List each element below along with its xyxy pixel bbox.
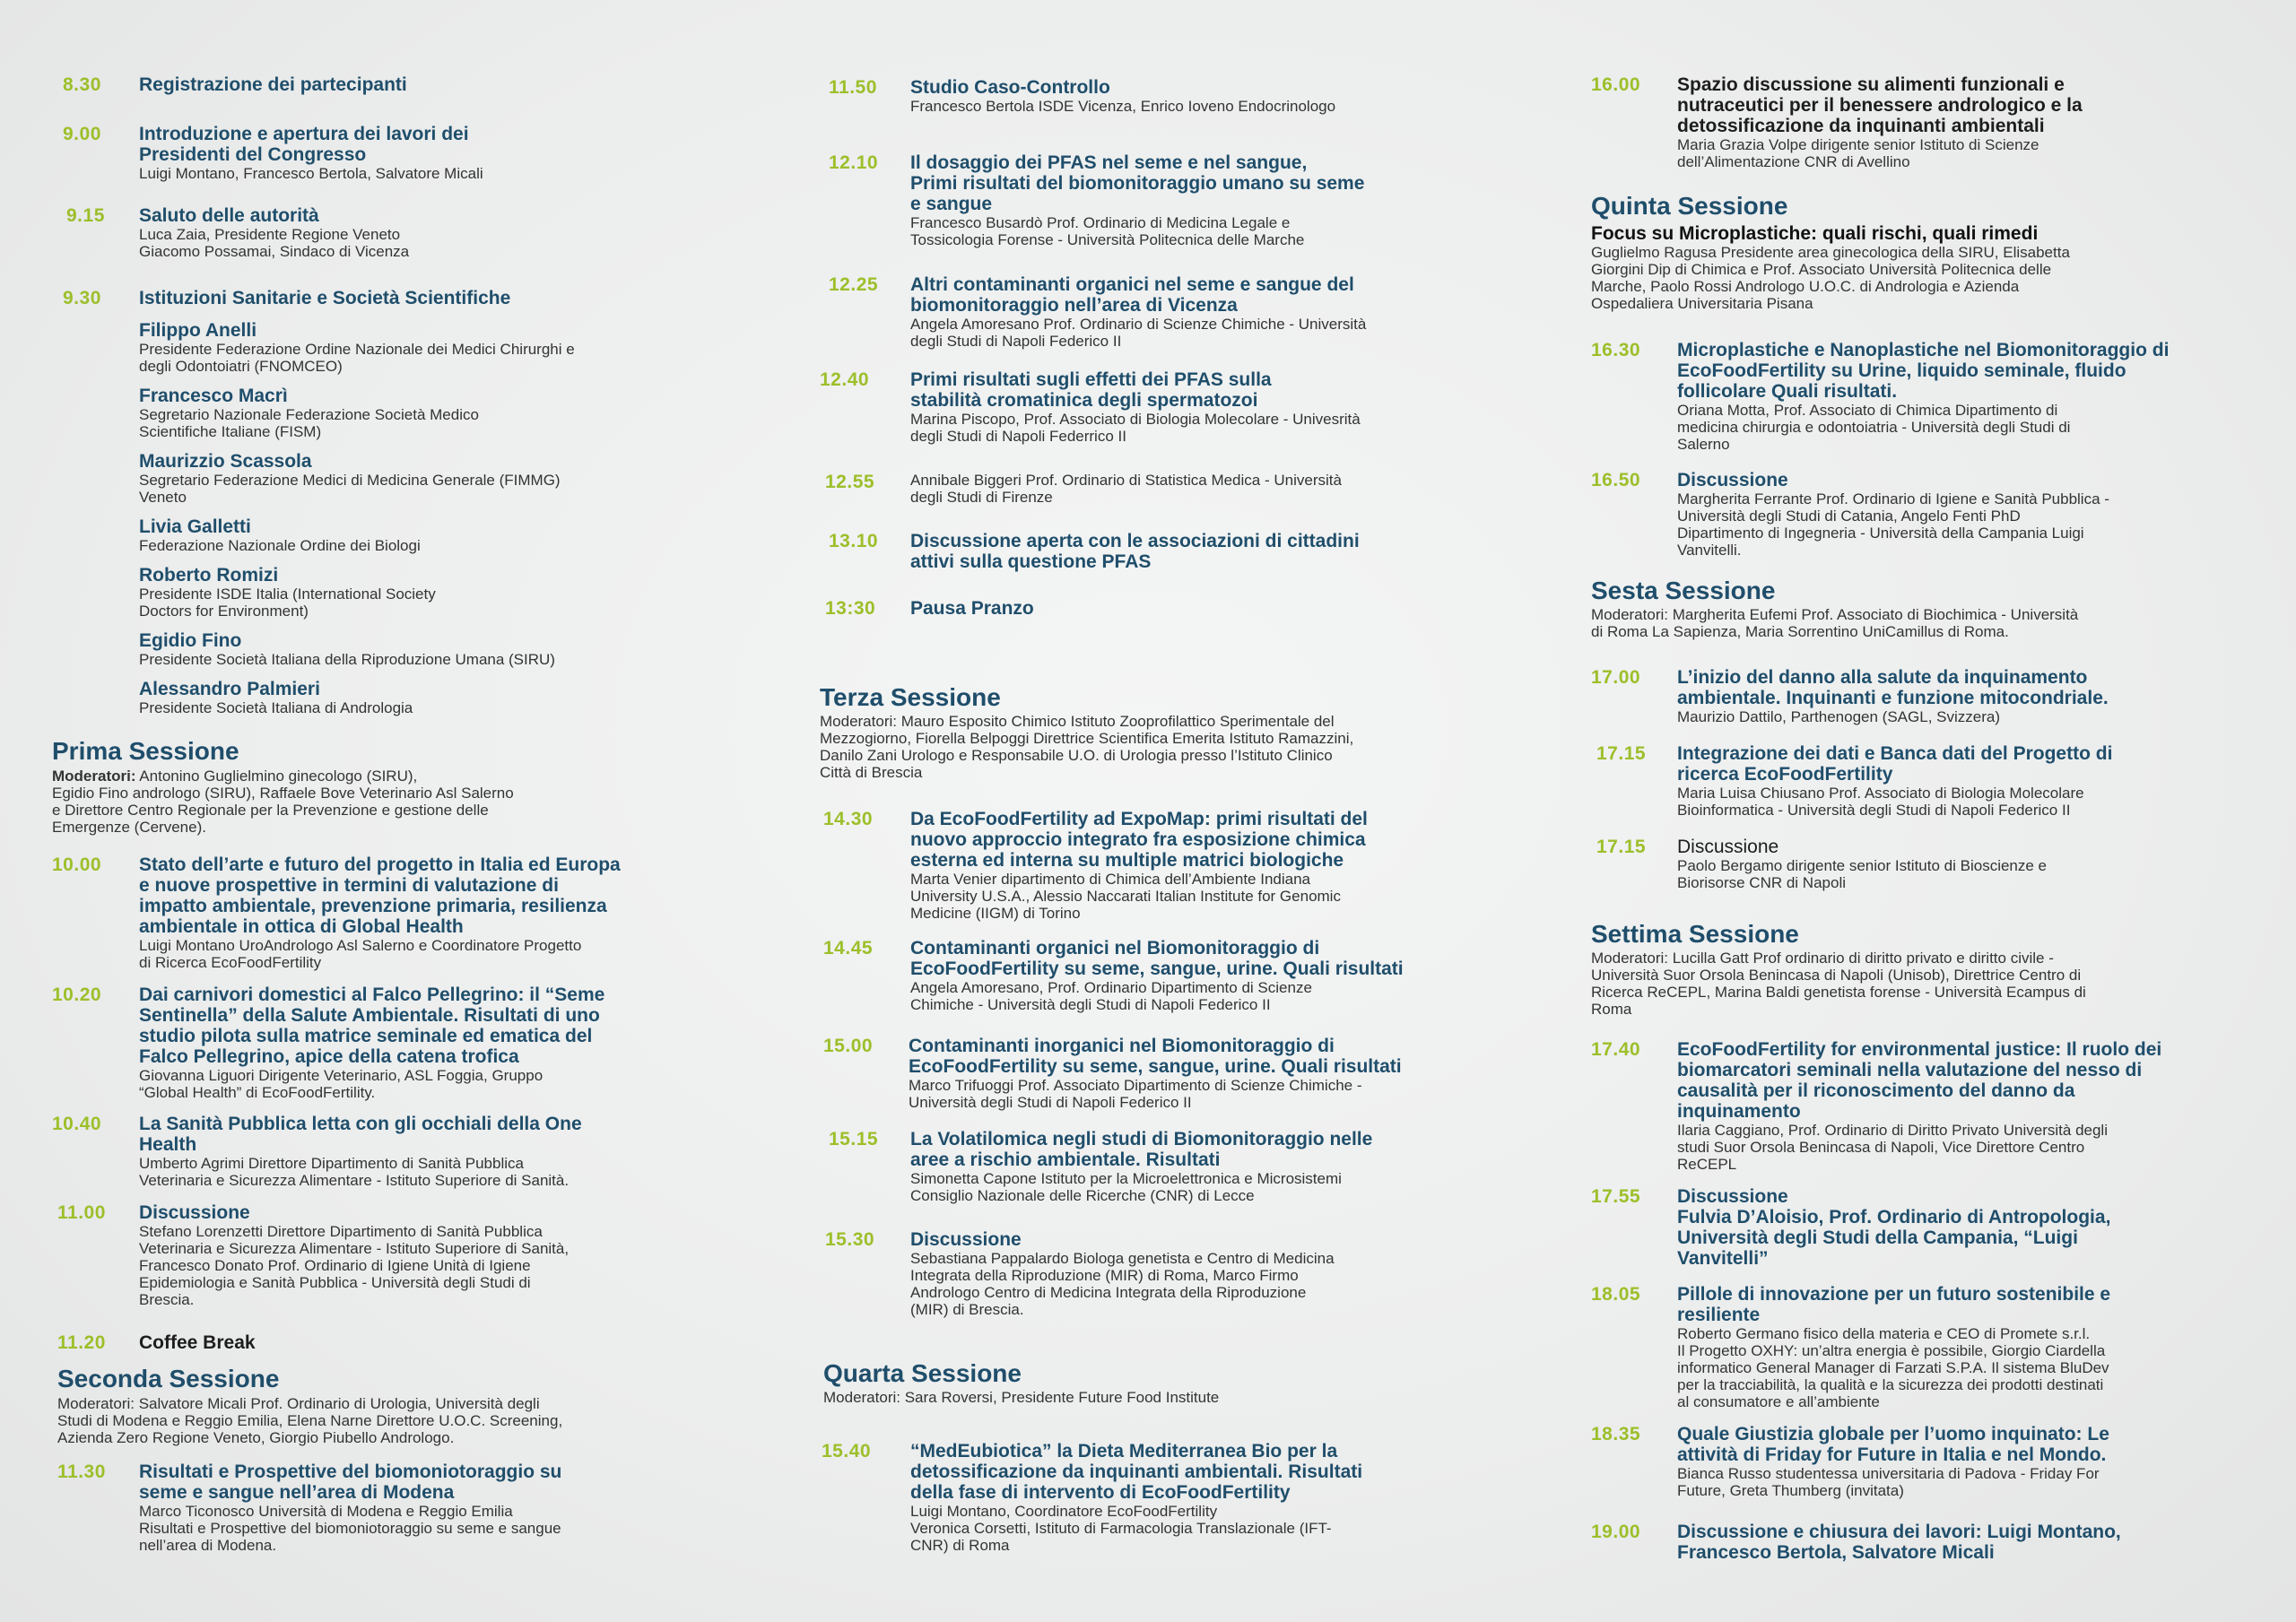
- item-desc: per la tracciabilità, la qualità e la sicurezza dei prodotti destinati: [1677, 1376, 2104, 1393]
- item-title: Microplastiche e Nanoplastiche nel Biomonitoraggio di: [1677, 340, 2170, 360]
- speaker-role: Presidente Società Italiana di Andrologia: [139, 699, 413, 716]
- item-desc: Sebastiana Pappalardo Biologa genetista e Centro di Medicina: [910, 1250, 1335, 1267]
- item-title: Vanvitelli”: [1677, 1248, 1769, 1269]
- speaker-name: Roberto Romizi: [139, 565, 279, 585]
- item-title: Discussione e chiusura dei lavori: Luigi Montano,: [1677, 1522, 2121, 1542]
- speaker-role: Presidente Società Italiana della Riproduzione Umana (SIRU): [139, 651, 555, 668]
- session-moderators: [820, 713, 1353, 781]
- item-desc: degli Studi di Firenze: [910, 489, 1053, 506]
- speaker-role: Presidente Federazione Ordine Nazionale dei Medici Chirurghi e: [139, 341, 575, 358]
- item-title: follicolare Quali risultati.: [1677, 381, 1898, 402]
- time-label: 14.45: [823, 938, 874, 958]
- time-label: 17.15: [1596, 743, 1647, 764]
- time-label: 10.20: [52, 984, 102, 1005]
- time-label: 13:30: [825, 598, 876, 619]
- session-moderators: [1591, 244, 2070, 312]
- item-title: nutraceutici per il benessere andrologico e la: [1677, 95, 2083, 116]
- item-desc: Marta Venier dipartimento di Chimica dell’Ambiente Indiana: [910, 871, 1311, 888]
- time-label: 12.55: [825, 472, 875, 492]
- item-desc: CNR) di Roma: [910, 1537, 1010, 1554]
- item-title: EcoFoodFertility for environmental justice: Il ruolo dei: [1677, 1039, 2162, 1060]
- item-title: Discussione: [139, 1202, 250, 1223]
- item-title: Pillole di innovazione per un futuro sostenibile e: [1677, 1284, 2111, 1305]
- speaker-name: Egidio Fino: [139, 630, 242, 651]
- item-title: seme e sangue nell’area di Modena: [139, 1482, 455, 1503]
- item-desc: “Global Health” di EcoFoodFertility.: [139, 1084, 376, 1101]
- item-title: biomonitoraggio nell’area di Vicenza: [910, 295, 1238, 316]
- item-desc: Future, Greta Thumberg (invitata): [1677, 1482, 1904, 1499]
- moderators-text: di Roma La Sapienza, Maria Sorrentino UniCamillus di Roma.: [1591, 623, 2009, 640]
- item-desc: informatico General Manager di Farzati S.P.A. Il sistema BluDev: [1677, 1359, 2109, 1376]
- time-label: 19.00: [1591, 1522, 1641, 1542]
- time-label: 16.30: [1591, 340, 1641, 360]
- session-title: Seconda Sessione: [57, 1365, 280, 1392]
- item-title: studio pilota sulla matrice seminale ed ematica del: [139, 1026, 593, 1046]
- item-desc: (MIR) di Brescia.: [910, 1301, 1024, 1318]
- time-label: 17.15: [1596, 837, 1647, 857]
- item-desc: Integrata della Riproduzione (MIR) di Roma, Marco Firmo: [910, 1267, 1299, 1284]
- item-title: Introduzione e apertura dei lavori dei: [139, 124, 469, 144]
- time-label: 9.30: [63, 288, 101, 308]
- time-label: 11.30: [57, 1462, 106, 1482]
- item-title: EcoFoodFertility su Urine, liquido seminale, fluido: [1677, 360, 2126, 381]
- item-desc: Maurizio Dattilo, Parthenogen (SAGL, Svizzera): [1677, 708, 2000, 725]
- item-title: stabilità cromatinica degli spermatozoi: [910, 390, 1258, 411]
- item-title: Discussione: [910, 1229, 1022, 1250]
- speaker-role: degli Odontoiatri (FNOMCEO): [139, 358, 343, 375]
- time-label: 17.00: [1591, 667, 1641, 688]
- item-title: esterna ed interna su multiple matrici biologiche: [910, 850, 1344, 871]
- item-title: Spazio discussione su alimenti funzionali e: [1677, 74, 2065, 95]
- item-desc: Marina Piscopo, Prof. Associato di Biologia Molecolare - Univesrità: [910, 411, 1361, 428]
- moderators-text: Danilo Zani Urologo e Responsabile U.O. di Urologia presso l’Istituto Clinico: [820, 747, 1333, 764]
- item-title: Contaminanti organici nel Biomonitoraggio di: [910, 938, 1320, 958]
- moderators-text: Moderatori: Lucilla Gatt Prof ordinario di diritto privato e diritto civile -: [1591, 950, 2054, 967]
- time-label: 15.15: [829, 1129, 879, 1149]
- item-title: “MedEubiotica” la Dieta Mediterranea Bio per la: [910, 1441, 1338, 1462]
- item-title: Altri contaminanti organici nel seme e sangue del: [910, 274, 1354, 295]
- item-desc: Università degli Studi di Napoli Federico II: [909, 1094, 1192, 1111]
- item-title: Discussione aperta con le associazioni di cittadini: [910, 531, 1360, 551]
- item-title: Il dosaggio dei PFAS nel seme e nel sangue,: [910, 152, 1308, 173]
- item-desc: Vanvitelli.: [1677, 542, 1742, 559]
- item-desc: Chimiche - Università degli Studi di Napoli Federico II: [910, 996, 1271, 1013]
- item-desc: Dipartimento di Ingegneria - Università della Campania Luigi: [1677, 525, 2084, 542]
- item-desc: Angela Amoresano, Prof. Ordinario Dipartimento di Scienze: [910, 979, 1312, 996]
- moderators-text: Marche, Paolo Rossi Andrologo U.O.C. di Andrologia e Azienda: [1591, 278, 2020, 295]
- moderators-text: Emergenze (Cervene).: [52, 819, 206, 836]
- time-label: 8.30: [63, 74, 101, 95]
- speaker-name: Livia Galletti: [139, 516, 251, 537]
- item-desc: Tossicologia Forense - Università Politecnica delle Marche: [910, 231, 1305, 248]
- item-desc: Francesco Bertola ISDE Vicenza, Enrico Ioveno Endocrinologo: [910, 98, 1336, 115]
- item-title: Coffee Break: [139, 1332, 256, 1353]
- item-desc: dell’Alimentazione CNR di Avellino: [1677, 153, 1910, 170]
- speaker-name: Filippo Anelli: [139, 320, 257, 341]
- item-desc: Francesco Donato Prof. Ordinario di Igiene Unità di Igiene: [139, 1257, 531, 1274]
- time-label: 12.10: [829, 152, 879, 173]
- moderators-text: Antonino Guglielmino ginecologo (SIRU),: [139, 768, 418, 785]
- item-desc: University U.S.A., Alessio Naccarati Italian Institute for Genomic: [910, 888, 1341, 905]
- time-label: 11.50: [829, 77, 877, 98]
- session-title: Quarta Sessione: [823, 1359, 1022, 1387]
- moderators-text: Moderatori: Margherita Eufemi Prof. Associato di Biochimica - Università: [1591, 606, 2079, 623]
- speaker-role: Scientifiche Italiane (FISM): [139, 423, 322, 440]
- item-title: Da EcoFoodFertility ad ExpoMap: primi risultati del: [910, 809, 1368, 829]
- speaker-role: Presidente ISDE Italia (International Society: [139, 585, 436, 603]
- item-title: della fase di intervento di EcoFoodFertility: [910, 1482, 1291, 1503]
- time-label: 9.00: [63, 124, 101, 144]
- time-label: 9.15: [66, 205, 105, 226]
- item-desc: Salerno: [1677, 436, 1730, 453]
- item-desc: Andrologo Centro di Medicina Integrata della Riproduzione: [910, 1284, 1307, 1301]
- speaker-name: Francesco Macrì: [139, 386, 288, 406]
- moderators-text: Studi di Modena e Reggio Emilia, Elena Narne Direttore U.O.C. Screening,: [57, 1412, 563, 1429]
- session-title: Settima Sessione: [1591, 920, 1799, 948]
- item-desc: Bioinformatica - Università degli Studi di Napoli Federico II: [1677, 802, 2071, 819]
- moderators-text: Moderatori: Salvatore Micali Prof. Ordinario di Urologia, Università degli: [57, 1395, 540, 1412]
- item-desc: Epidemiologia e Sanità Pubblica - Università degli Studi di: [139, 1274, 531, 1291]
- item-title: Istituzioni Sanitarie e Società Scientifiche: [139, 288, 511, 308]
- item-desc: Luca Zaia, Presidente Regione Veneto: [139, 226, 401, 243]
- item-title: Discussione: [1677, 837, 1779, 857]
- moderators-text: Azienda Zero Regione Veneto, Giorgio Piubello Andrologo.: [57, 1429, 455, 1446]
- speaker-name: Alessandro Palmieri: [139, 679, 320, 699]
- session-moderators: [1591, 950, 2086, 1018]
- item-desc: Giovanna Liguori Dirigente Veterinario, ASL Foggia, Gruppo: [139, 1067, 544, 1084]
- time-label: 13.10: [829, 531, 879, 551]
- item-desc: Roberto Germano fisico della materia e CEO di Promete s.r.l.: [1677, 1325, 2091, 1342]
- time-label: 17.40: [1591, 1039, 1641, 1060]
- speaker-role: Veneto: [139, 489, 187, 506]
- time-label: 16.50: [1591, 470, 1641, 490]
- item-title: resiliente: [1677, 1305, 1761, 1325]
- moderators-text: Giorgini Dip di Chimica e Prof. Associato Università Politecnica delle: [1591, 261, 2052, 278]
- session-moderators: [57, 1395, 562, 1446]
- item-title: ambientale. Inquinanti e funzione mitocondriale.: [1677, 688, 2109, 708]
- moderators-text: Guglielmo Ragusa Presidente area ginecologica della SIRU, Elisabetta: [1591, 244, 2070, 261]
- item-desc: Annibale Biggeri Prof. Ordinario di Statistica Medica - Università: [910, 472, 1342, 489]
- item-title: Discussione: [1677, 470, 1788, 490]
- item-title: nuovo approccio integrato fra esposizione chimica: [910, 829, 1366, 850]
- item-title: Health: [139, 1134, 197, 1155]
- session-title: Terza Sessione: [820, 683, 1001, 711]
- item-title: Saluto delle autorità: [139, 205, 319, 226]
- time-label: 18.05: [1591, 1284, 1641, 1305]
- item-desc: Luigi Montano UroAndrologo Asl Salerno e Coordinatore Progetto: [139, 937, 582, 954]
- speaker: [139, 679, 413, 716]
- item-desc: Il Progetto OXHY: un’altra energia è possibile, Giorgio Ciardella: [1677, 1342, 2106, 1359]
- time-label: 17.55: [1591, 1186, 1641, 1207]
- item-desc: Bianca Russo studentessa universitaria di Padova - Friday For: [1677, 1465, 2100, 1482]
- item-desc: Medicine (IIGM) di Torino: [910, 905, 1081, 922]
- time-label: 11.20: [57, 1332, 106, 1353]
- item-title: detossificazione da inquinanti ambientali. Risultati: [910, 1462, 1363, 1482]
- moderators-text: Moderatori: Mauro Esposito Chimico Istituto Zooprofilattico Sperimentale del: [820, 713, 1335, 730]
- item-desc: Simonetta Capone Istituto per la Microelettronica e Microsistemi: [910, 1170, 1342, 1187]
- item-desc: Veterinaria e Sicurezza Alimentare - Istituto Superiore di Sanità.: [139, 1172, 570, 1189]
- item-desc: Marco Ticonosco Università di Modena e Reggio Emilia: [139, 1503, 513, 1520]
- session-subtitle: Focus su Microplastiche: quali rischi, quali rimedi: [1591, 223, 2039, 244]
- item-title: e nuove prospettive in termini di valutazione di: [139, 875, 559, 896]
- moderators-text: Roma: [1591, 1001, 1632, 1018]
- item-desc: Luigi Montano, Coordinatore EcoFoodFertility: [910, 1503, 1218, 1520]
- speaker-role: Segretario Nazionale Federazione Società Medico: [139, 406, 479, 423]
- moderators-label: Moderatori:: [52, 768, 136, 785]
- item-title: ricerca EcoFoodFertility: [1677, 764, 1893, 785]
- item-title: ambientale in ottica di Global Health: [139, 916, 464, 937]
- item-title: Dai carnivori domestici al Falco Pellegrino: il “Seme: [139, 984, 605, 1005]
- item-title: e sangue: [910, 194, 993, 214]
- item-desc: Oriana Motta, Prof. Associato di Chimica Dipartimento di: [1677, 402, 2058, 419]
- time-label: 15.30: [825, 1229, 875, 1250]
- speaker: [139, 630, 555, 668]
- session-title: Prima Sessione: [52, 737, 239, 765]
- moderators-text: e Direttore Centro Regionale per la Prevenzione e gestione delle: [52, 802, 489, 819]
- item-title: L’inizio del danno alla salute da inquinamento: [1677, 667, 2088, 688]
- item-title: Fulvia D’Aloisio, Prof. Ordinario di Antropologia,: [1677, 1207, 2111, 1227]
- item-title: Presidenti del Congresso: [139, 144, 367, 165]
- session-title: Quinta Sessione: [1591, 192, 1788, 220]
- item-desc: Veterinaria e Sicurezza Alimentare - Istituto Superiore di Sanità,: [139, 1240, 570, 1257]
- item-desc: Stefano Lorenzetti Direttore Dipartimento di Sanità Pubblica: [139, 1223, 543, 1240]
- speaker: [139, 320, 575, 375]
- item-desc: degli Studi di Napoli Federico II: [910, 333, 1122, 350]
- item-desc: medicina chirurgia e odontoiatria - Università degli Studi di: [1677, 419, 2071, 436]
- item-title: La Volatilomica negli studi di Biomonitoraggio nelle: [910, 1129, 1373, 1149]
- item-desc: Margherita Ferrante Prof. Ordinario di Igiene e Sanità Pubblica -: [1677, 490, 2109, 507]
- item-title: Contaminanti inorganici nel Biomonitoraggio di: [909, 1036, 1335, 1056]
- speaker: [139, 565, 436, 620]
- item-title: Discussione: [1677, 1186, 1788, 1207]
- item-title: EcoFoodFertility su seme, sangue, urine. Quali risultati: [909, 1056, 1402, 1077]
- item-desc: Paolo Bergamo dirigente senior Istituto di Bioscienze e: [1677, 857, 2048, 874]
- item-title: causalità per il riconoscimento del danno da: [1677, 1080, 2075, 1101]
- item-desc: degli Studi di Napoli Federrico II: [910, 428, 1126, 445]
- moderators-text: Ricerca ReCEPL, Marina Baldi genetista forense - Università Ecampus di: [1591, 984, 2086, 1001]
- item-desc: ReCEPL: [1677, 1156, 1737, 1173]
- time-label: 11.00: [57, 1202, 106, 1223]
- speaker: [139, 516, 421, 554]
- item-title: attività di Friday for Future in Italia e nel Mondo.: [1677, 1444, 2107, 1465]
- item-title: Falco Pellegrino, apice della catena trofica: [139, 1046, 519, 1067]
- item-title: Sentinella” della Salute Ambientale. Risultati di uno: [139, 1005, 600, 1026]
- item-title: detossificazione da inquinanti ambientali: [1677, 116, 2045, 136]
- item-desc: Marco Trifuoggi Prof. Associato Dipartimento di Scienze Chimiche -: [909, 1077, 1362, 1094]
- item-desc: Luigi Montano, Francesco Bertola, Salvatore Micali: [139, 165, 483, 182]
- item-desc: Umberto Agrimi Direttore Dipartimento di Sanità Pubblica: [139, 1155, 524, 1172]
- item-title: Registrazione dei partecipanti: [139, 74, 407, 95]
- item-desc: Francesco Busardò Prof. Ordinario di Medicina Legale e: [910, 214, 1291, 231]
- time-label: 10.40: [52, 1114, 102, 1134]
- time-label: 12.25: [829, 274, 879, 295]
- moderators-text: Ospedaliera Universitaria Pisana: [1591, 295, 1813, 312]
- item-title: inquinamento: [1677, 1101, 1801, 1122]
- time-label: 15.40: [822, 1441, 872, 1462]
- speaker-name: Maurizzio Scassola: [139, 451, 312, 472]
- item-desc: Brescia.: [139, 1291, 195, 1308]
- session-moderators: [52, 768, 514, 836]
- time-label: 16.00: [1591, 74, 1641, 95]
- item-desc: Ilaria Caggiano, Prof. Ordinario di Diritto Privato Università degli: [1677, 1122, 2108, 1139]
- item-title: attivi sulla questione PFAS: [910, 551, 1152, 572]
- speaker-role: Federazione Nazionale Ordine dei Biologi: [139, 537, 421, 554]
- item-desc: Risultati e Prospettive del biomoniotoraggio su seme e sangue: [139, 1520, 561, 1537]
- item-title: Università degli Studi della Campania, “Luigi: [1677, 1227, 2078, 1248]
- session-moderators: [823, 1389, 1219, 1406]
- item-desc: Maria Luisa Chiusano Prof. Associato di Biologia Molecolare: [1677, 785, 2084, 802]
- item-title: EcoFoodFertility su seme, sangue, urine. Quali risultati: [910, 958, 1404, 979]
- item-title: aree a rischio ambientale. Risultati: [910, 1149, 1221, 1170]
- time-label: 14.30: [823, 809, 874, 829]
- session-title: Sesta Sessione: [1591, 577, 1776, 604]
- item-title: Pausa Pranzo: [910, 598, 1034, 619]
- speaker-role: Segretario Federazione Medici di Medicina Generale (FIMMG): [139, 472, 561, 489]
- item-title: Francesco Bertola, Salvatore Micali: [1677, 1542, 1995, 1563]
- moderators-text: Egidio Fino andrologo (SIRU), Raffaele Bove Veterinario Asl Salerno: [52, 785, 514, 802]
- moderators-text: Moderatori: Sara Roversi, Presidente Future Food Institute: [823, 1389, 1220, 1406]
- session-moderators: [1591, 606, 2078, 640]
- item-title: La Sanità Pubblica letta con gli occhiali della One: [139, 1114, 582, 1134]
- item-desc: di Ricerca EcoFoodFertility: [139, 954, 322, 971]
- moderators-text: Università Suor Orsola Benincasa di Napoli (Unisob), Direttrice Centro di: [1591, 967, 2082, 984]
- item-title: Quale Giustizia globale per l’uomo inquinato: Le: [1677, 1424, 2109, 1444]
- item-desc: Consiglio Nazionale delle Ricerche (CNR) di Lecce: [910, 1187, 1255, 1204]
- moderators-text: Mezzogiorno, Fiorella Belpoggi Direttrice Scientifica Emerita Istituto Ramazzini,: [820, 730, 1354, 747]
- speaker: [139, 451, 561, 506]
- time-label: 12.40: [820, 369, 870, 390]
- item-desc: Veronica Corsetti, Istituto di Farmacologia Translazionale (IFT-: [910, 1520, 1332, 1537]
- time-label: 10.00: [52, 854, 102, 875]
- item-desc: Maria Grazia Volpe dirigente senior Istituto di Scienze: [1677, 136, 2039, 153]
- item-title: Stato dell’arte e futuro del progetto in Italia ed Europa: [139, 854, 621, 875]
- item-desc: Università degli Studi di Catania, Angelo Fenti PhD: [1677, 507, 2021, 525]
- time-label: 15.00: [823, 1036, 874, 1056]
- time-label: 18.35: [1591, 1424, 1641, 1444]
- item-title: Integrazione dei dati e Banca dati del Progetto di: [1677, 743, 2113, 764]
- item-title: Risultati e Prospettive del biomoniotoraggio su: [139, 1462, 562, 1482]
- item-title: Studio Caso-Controllo: [910, 77, 1110, 98]
- item-desc: nell’area di Modena.: [139, 1537, 277, 1554]
- speaker: [139, 386, 479, 440]
- item-desc: studi Suor Orsola Benincasa di Napoli, Vice Direttore Centro: [1677, 1139, 2085, 1156]
- moderators-text: Città di Brescia: [820, 764, 923, 781]
- item-title: Primi risultati del biomonitoraggio umano su seme: [910, 173, 1365, 194]
- item-desc: Angela Amoresano Prof. Ordinario di Scienze Chimiche - Università: [910, 316, 1367, 333]
- item-title: Primi risultati sugli effetti dei PFAS sulla: [910, 369, 1272, 390]
- item-title: impatto ambientale, prevenzione primaria, resilienza: [139, 896, 607, 916]
- item-title: biomarcatori seminali nella valutazione del nesso di: [1677, 1060, 2143, 1080]
- speaker-role: Doctors for Environment): [139, 603, 309, 620]
- item-desc: Giacomo Possamai, Sindaco di Vicenza: [139, 243, 410, 260]
- item-desc: Biorisorse CNR di Napoli: [1677, 874, 1847, 891]
- item-desc: al consumatore e all’ambiente: [1677, 1393, 1880, 1410]
